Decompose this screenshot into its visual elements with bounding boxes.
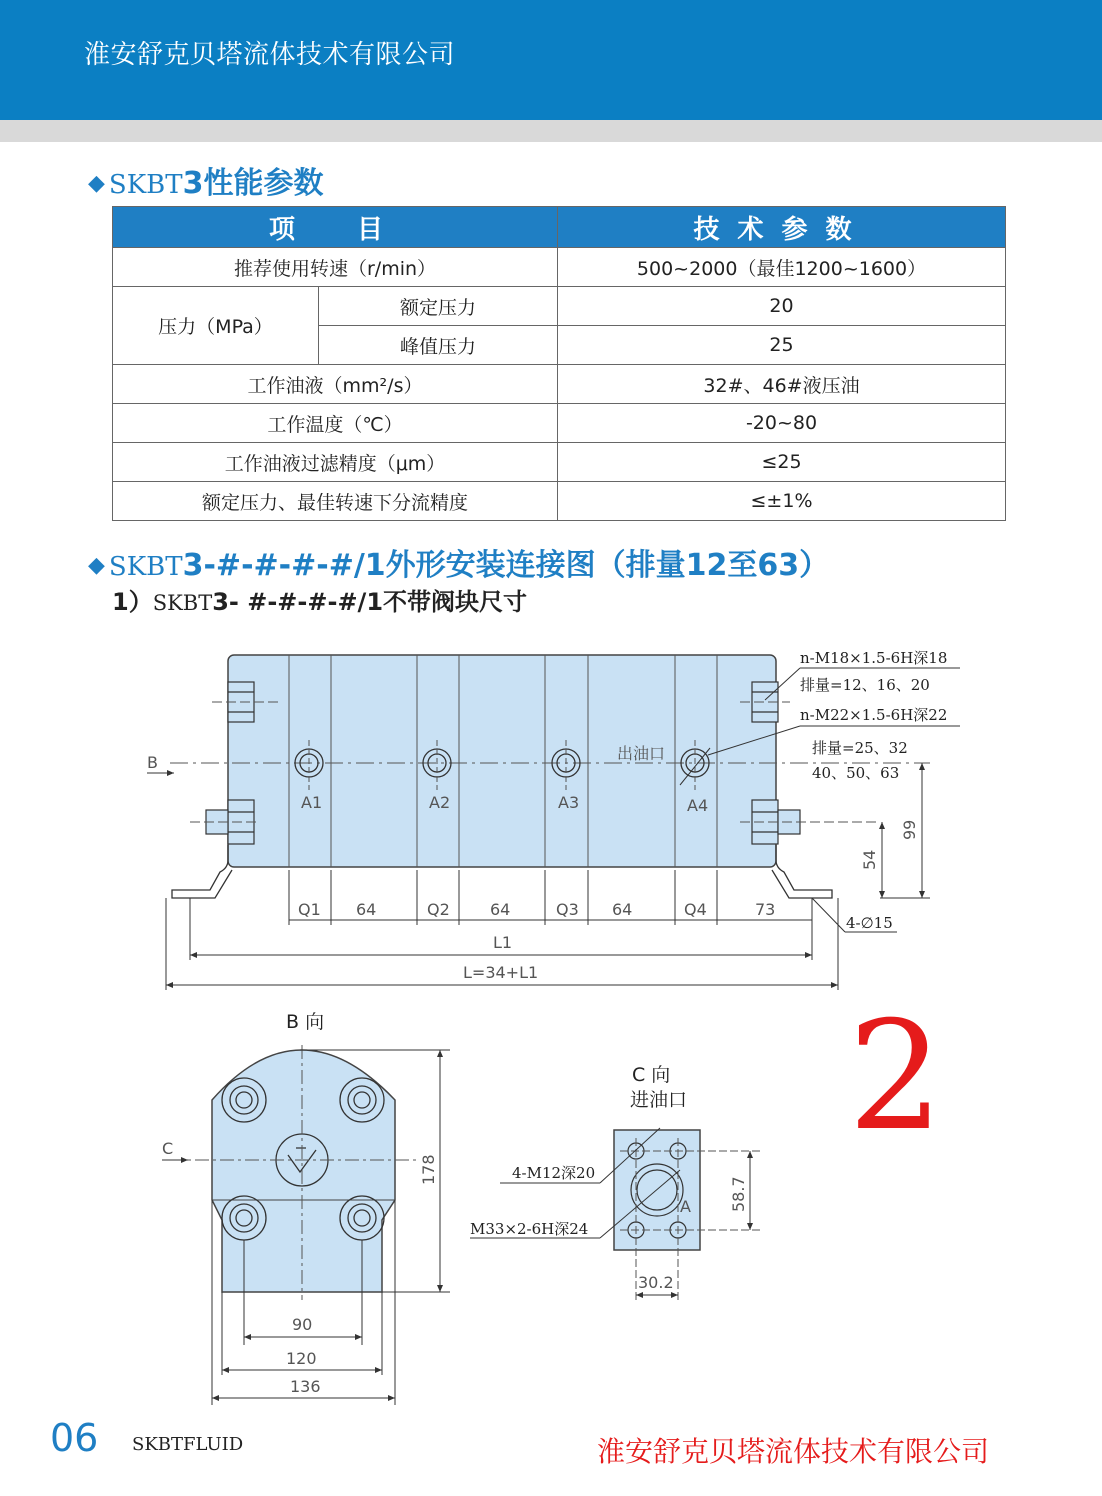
- port-label: A3: [558, 793, 580, 812]
- note-thread-2: n-M22×1.5-6H深22: [800, 706, 948, 724]
- pressure-label: 压力（MPa）: [113, 287, 319, 365]
- note-displacement-3: 40、50、63: [812, 764, 900, 782]
- front-view: [147, 649, 960, 990]
- note-displacement-2: 排量=25、32: [812, 739, 908, 757]
- note-thread-c1: 4-M12深20: [512, 1164, 596, 1182]
- dim-136: 136: [290, 1377, 321, 1396]
- page-mark: 2: [848, 990, 944, 1164]
- b-view: [162, 1011, 450, 1405]
- note-thread-1: n-M18×1.5-6H深18: [800, 649, 948, 667]
- table-header-item: 项 目: [113, 207, 558, 248]
- rated-pressure-value: 20: [558, 287, 1006, 326]
- subsection-number: 1）: [112, 588, 153, 616]
- accuracy-value: ≤±1%: [558, 482, 1006, 521]
- rated-pressure-label: 额定压力: [319, 287, 558, 326]
- port-label: A2: [429, 793, 451, 812]
- filter-label: 工作油液过滤精度（μm）: [113, 443, 558, 482]
- dim-label: Q4: [684, 900, 707, 919]
- view-b-marker: B: [147, 753, 158, 772]
- dim-178: 178: [419, 1154, 438, 1185]
- note-displacement-1: 排量=12、16、20: [800, 676, 930, 694]
- temperature-label: 工作温度（℃）: [113, 404, 558, 443]
- diamond-icon: ◆: [88, 171, 105, 196]
- dim-58-7: 58.7: [729, 1176, 748, 1212]
- dim-label: 73: [755, 900, 776, 919]
- oil-value: 32#、46#液压油: [558, 365, 1006, 404]
- section-title-prefix: SKBT: [108, 552, 183, 582]
- dim-label: 64: [356, 900, 377, 919]
- c-view-title: C 向: [632, 1064, 671, 1086]
- peak-pressure-value: 25: [558, 326, 1006, 365]
- outlet-label: 出油口: [617, 744, 666, 763]
- section-title-text: 3-#-#-#-#/1外形安装连接图（排量12至63）: [182, 548, 830, 583]
- c-view-marker: C: [162, 1139, 174, 1158]
- speed-label: 推荐使用转速（r/min）: [113, 248, 558, 287]
- c-view: [470, 1064, 760, 1300]
- dim-54: 54: [860, 849, 879, 870]
- dim-120: 120: [286, 1349, 317, 1368]
- diamond-icon: ◆: [88, 553, 105, 578]
- oil-label: 工作油液（mm²/s）: [113, 365, 558, 404]
- c-view-subtitle: 进油口: [630, 1089, 688, 1111]
- port-label: A4: [687, 796, 709, 815]
- subsection-text: 3- #-#-#-#/1不带阀块尺寸: [212, 588, 528, 616]
- dim-label: 64: [612, 900, 633, 919]
- note-thread-c2: M33×2-6H深24: [470, 1220, 589, 1238]
- dim-label: Q1: [298, 900, 321, 919]
- dim-30-2: 30.2: [638, 1273, 674, 1292]
- table-header-value: 技术参数: [558, 207, 1006, 248]
- subsection-prefix: SKBT: [152, 591, 213, 615]
- dim-label: 64: [490, 900, 511, 919]
- note-holes: 4-∅15: [846, 914, 893, 932]
- dim-l1: L1: [493, 933, 513, 952]
- dim-label: Q3: [556, 900, 579, 919]
- speed-value: 500~2000（最佳1200~1600）: [558, 248, 1006, 287]
- dim-label: Q2: [427, 900, 450, 919]
- footer-brand: SKBTFLUID: [132, 1434, 244, 1455]
- peak-pressure-label: 峰值压力: [319, 326, 558, 365]
- b-view-title: B 向: [286, 1011, 325, 1033]
- accuracy-label: 额定压力、最佳转速下分流精度: [113, 482, 558, 521]
- dim-l-total: L=34+L1: [463, 963, 539, 982]
- port-label: A1: [301, 793, 323, 812]
- footer-company: 淮安舒克贝塔流体技术有限公司: [597, 1435, 990, 1468]
- filter-value: ≤25: [558, 443, 1006, 482]
- section-title-prefix: SKBT: [108, 170, 183, 200]
- page-number: 06: [50, 1416, 99, 1460]
- port-a-label: A: [680, 1197, 691, 1216]
- header-company-name: 淮安舒克贝塔流体技术有限公司: [84, 40, 456, 70]
- temperature-value: -20~80: [558, 404, 1006, 443]
- section-title-text: 3性能参数: [182, 166, 324, 201]
- dim-90: 90: [292, 1315, 313, 1334]
- dim-99: 99: [900, 819, 919, 840]
